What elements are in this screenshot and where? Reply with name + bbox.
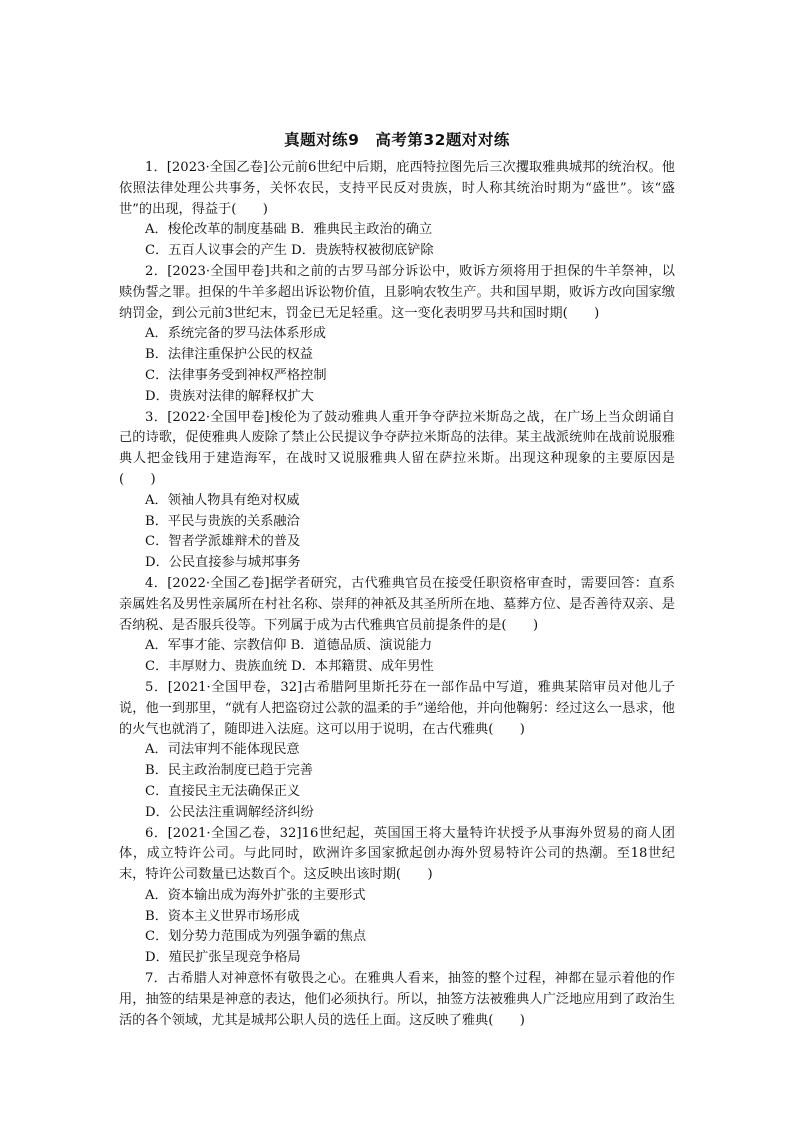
question-stem: 1．[2023·全国乙卷]公元前6世纪中后期，庇西特拉图先后三次攫取雅典城邦的统治权。他依照法律处理公共事务，关怀农民，支持平民反对贵族，时人称其统治时期为“盛世”。该“盛世”的出现，得益于( ) <box>119 160 675 217</box>
option-line: D．公民直接参与城邦事务 <box>145 555 301 571</box>
question-stem: 5．[2021·全国甲卷，32]古希腊阿里斯托芬在一部作品中写道，雅典某陪审员对他儿子说，他一到那里，“就有人把盗窃过公款的温柔的手”递给他，并向他鞠躬：经过这么一恳求，他的火气也就消了，随即进入法庭。这可以用于说明，在古代雅典( ) <box>119 679 675 737</box>
option-line: D．贵族对法律的解释权扩大 <box>145 388 314 404</box>
option-line: A．梭伦改革的制度基础 B．雅典民主政治的确立 <box>145 222 433 238</box>
option-line: A．领袖人物具有绝对权威 <box>145 492 300 508</box>
option-line: D．公民法注重调解经济纠纷 <box>145 804 314 820</box>
document-content <box>119 128 675 1031</box>
option-line: B．民主政治制度已趋于完善 <box>145 763 313 779</box>
question-5 <box>119 678 675 824</box>
question-1 <box>119 158 675 262</box>
option-line: A．系统完备的罗马法体系形成 <box>145 326 326 342</box>
question-3 <box>119 408 675 574</box>
option-line: B．资本主义世界市场形成 <box>145 908 300 924</box>
option-line: C．法律事务受到神权严格控制 <box>145 367 327 383</box>
question-stem: 4．[2022·全国乙卷]据学者研究，古代雅典官员在接受任职资格审查时，需要回答：直系亲属姓名及男性亲属所在村社名称、崇拜的神祇及其圣所所在地、墓葬方位、是否善待双亲、是否纳税、是否服兵役等。下列属于成为古代雅典官员前提条件的是( ) <box>119 575 675 633</box>
option-line: C．丰厚财力、贵族血统 D．本邦籍贯、成年男性 <box>145 659 434 675</box>
page-title: 真题对练9 高考第32题对对练 <box>284 131 510 149</box>
option-line: C．划分势力范围成为列强争霸的焦点 <box>145 929 367 945</box>
option-line: C．直接民主无法确保正义 <box>145 783 301 799</box>
option-line: D．殖民扩张呈现竞争格局 <box>145 950 301 966</box>
question-4 <box>119 574 675 678</box>
question-2 <box>119 262 675 408</box>
question-stem: 2．[2023·全国甲卷]共和之前的古罗马部分诉讼中，败诉方须将用于担保的牛羊祭神，以赎伪誓之罪。担保的牛羊多超出诉讼物价值，且影响农牧生产。共和国早期，败诉方改向国家缴纳罚金，到公元前3世纪末，罚金已无足轻重。这一变化表明罗马共和国时期( ) <box>119 263 675 321</box>
option-line: A．司法审判不能体现民意 <box>145 742 300 758</box>
option-line: C．五百人议事会的产生 D．贵族特权被彻底铲除 <box>145 243 434 259</box>
question-7 <box>119 969 675 1031</box>
option-line: A．资本输出成为海外扩张的主要形式 <box>145 887 366 903</box>
question-6 <box>119 824 675 970</box>
option-line: B．平民与贵族的关系融洽 <box>145 513 300 529</box>
option-line: A．军事才能、宗教信仰 B．道德品质、演说能力 <box>145 638 433 654</box>
question-stem: 6．[2021·全国乙卷，32]16世纪起，英国国王将大量特许状授予从事海外贸易的商人团体，成立特许公司。与此同时，欧洲许多国家掀起创办海外贸易特许公司的热潮。至18世纪末，特许公司数量已达数百个。这反映出该时期( ) <box>119 825 675 883</box>
option-line: C．智者学派雄辩术的普及 <box>145 534 301 550</box>
option-line: B．法律注重保护公民的权益 <box>145 347 313 363</box>
question-stem: 7．古希腊人对神意怀有敬畏之心。在雅典人看来，抽签的整个过程，神都在显示着他的作用，抽签的结果是神意的表达，他们必须执行。所以，抽签方法被雅典人广泛地应用到了政治生活的各个领域，尤其是城邦公职人员的选任上面。这反映了雅典( ) <box>119 971 675 1028</box>
question-stem: 3．[2022·全国甲卷]梭伦为了鼓动雅典人重开争夺萨拉米斯岛之战，在广场上当众朗诵自己的诗歌，促使雅典人废除了禁止公民提议争夺萨拉米斯岛的法律。某主战派统帅在战前说服雅典人把金钱用于建造海军，在战时又说服雅典人留在萨拉米斯。出现这种现象的主要原因是( ) <box>119 409 675 487</box>
